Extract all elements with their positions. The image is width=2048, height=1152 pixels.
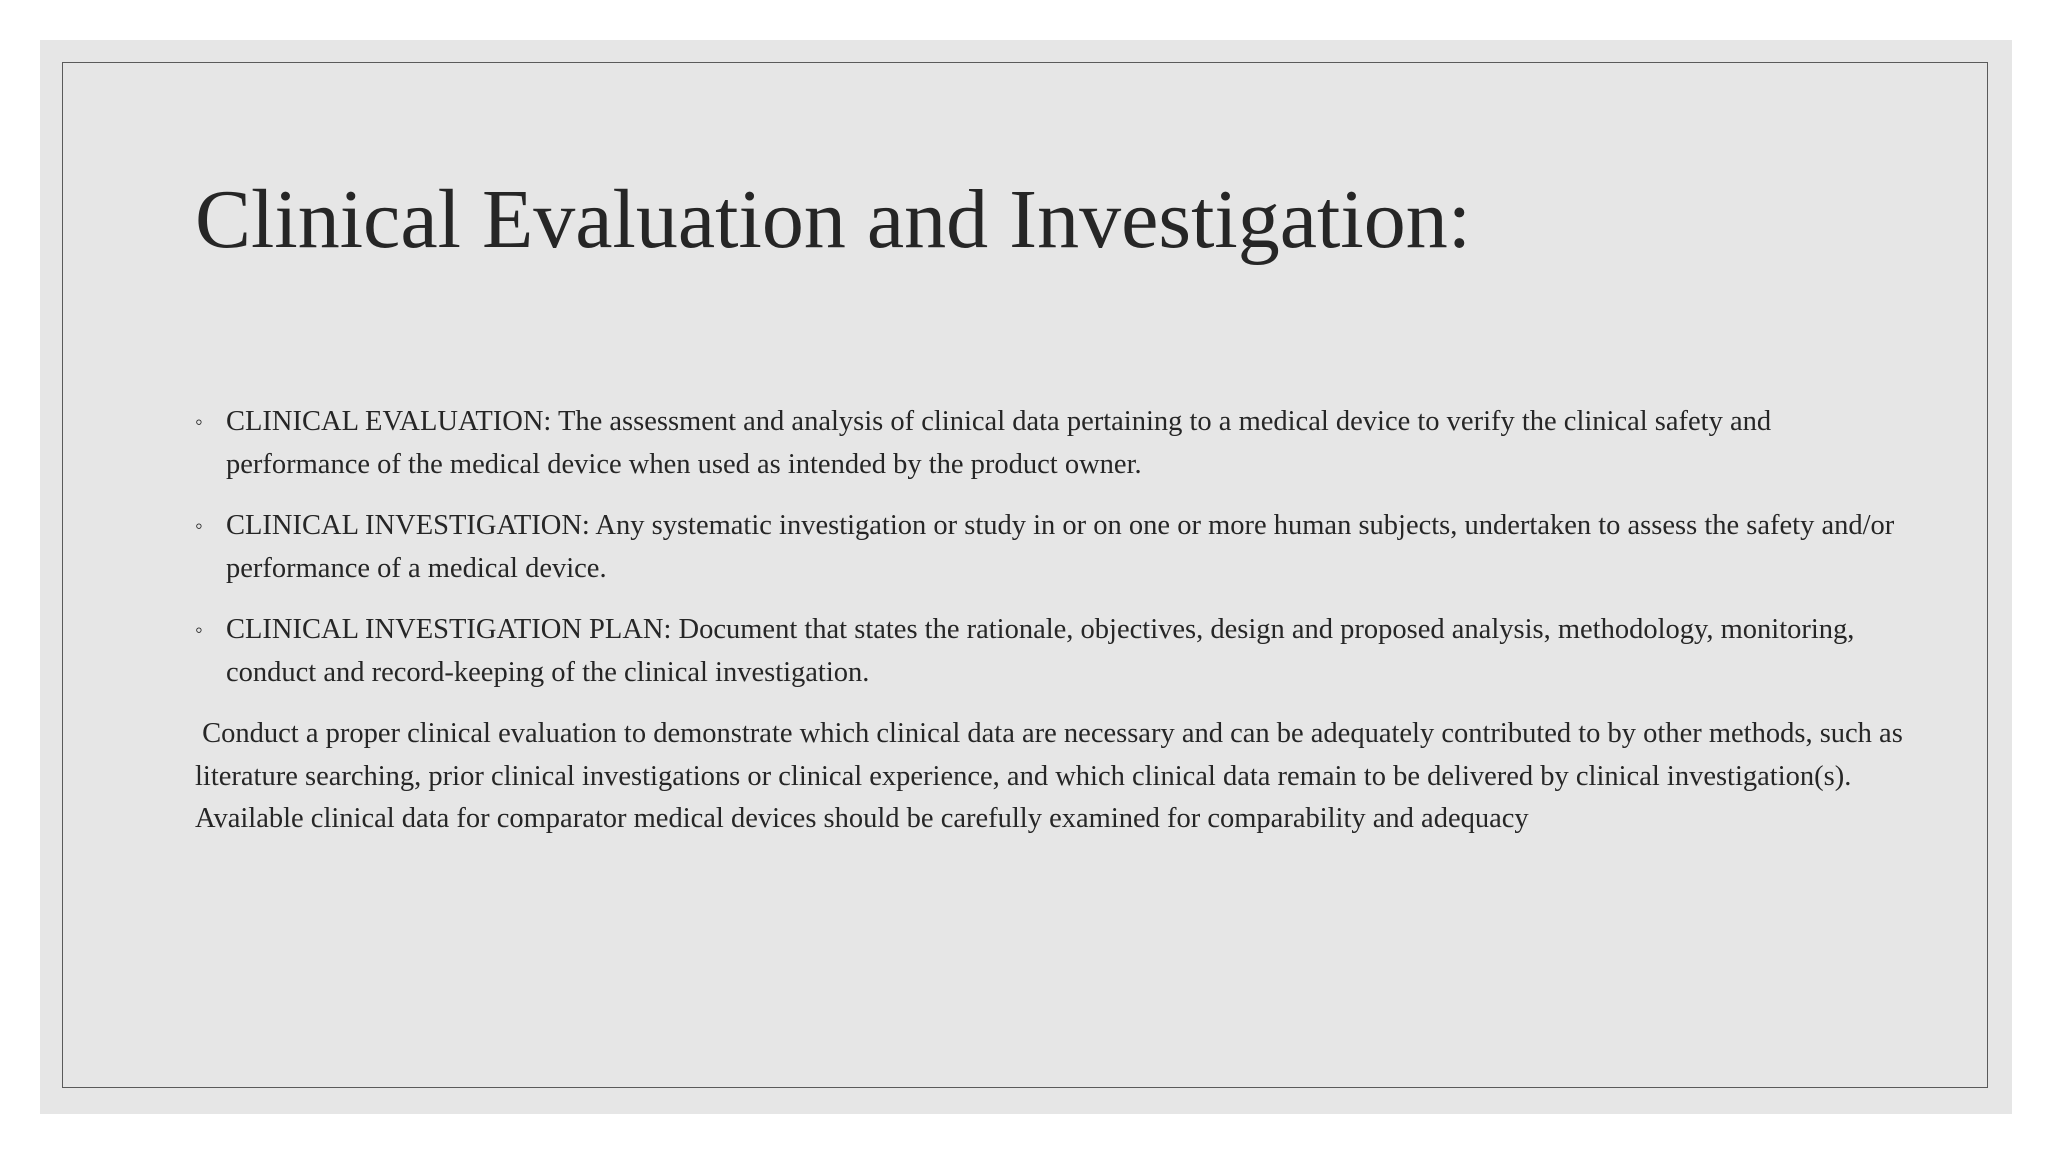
bullet-text: CLINICAL EVALUATION: The assessment and analysis of clinical data pertaining to a medical device to verify the clinical safety and performance of the medical device when used as intended by the product owner. (226, 406, 1772, 480)
slide-content (195, 401, 1910, 841)
bullet-item-clinical-evaluation (195, 401, 1905, 486)
bullet-item-clinical-investigation (195, 505, 1905, 590)
bullet-marker-icon: ◦ (195, 617, 203, 642)
slide-title: Clinical Evaluation and Investigation: (195, 173, 1472, 266)
bullet-text: CLINICAL INVESTIGATION: Any systematic investigation or study in or on one or more human subjects, undertaken to assess the safety and/or performance of a medical device. (226, 510, 1895, 584)
bullet-item-clinical-investigation-plan (195, 609, 1905, 694)
bullet-list (195, 401, 1905, 694)
bullet-text: CLINICAL INVESTIGATION PLAN: Document that states the rationale, objectives, design and proposed analysis, methodology, monitoring, conduct and record-keeping of the clinical investigation. (226, 614, 1855, 688)
slide (40, 40, 2012, 1114)
body-paragraph: Conduct a proper clinical evaluation to demonstrate which clinical data are necessary and can be adequately contributed to by other methods, such as literature searching, prior clinical investigations or clinical experience, and which clinical data remain to be delivered by clinical investigation(s). Available clinical data for comparator medical devices should be carefully examined for comparability and adequacy (195, 718, 1910, 834)
bullet-marker-icon: ◦ (195, 409, 203, 434)
bullet-marker-icon: ◦ (195, 513, 203, 538)
